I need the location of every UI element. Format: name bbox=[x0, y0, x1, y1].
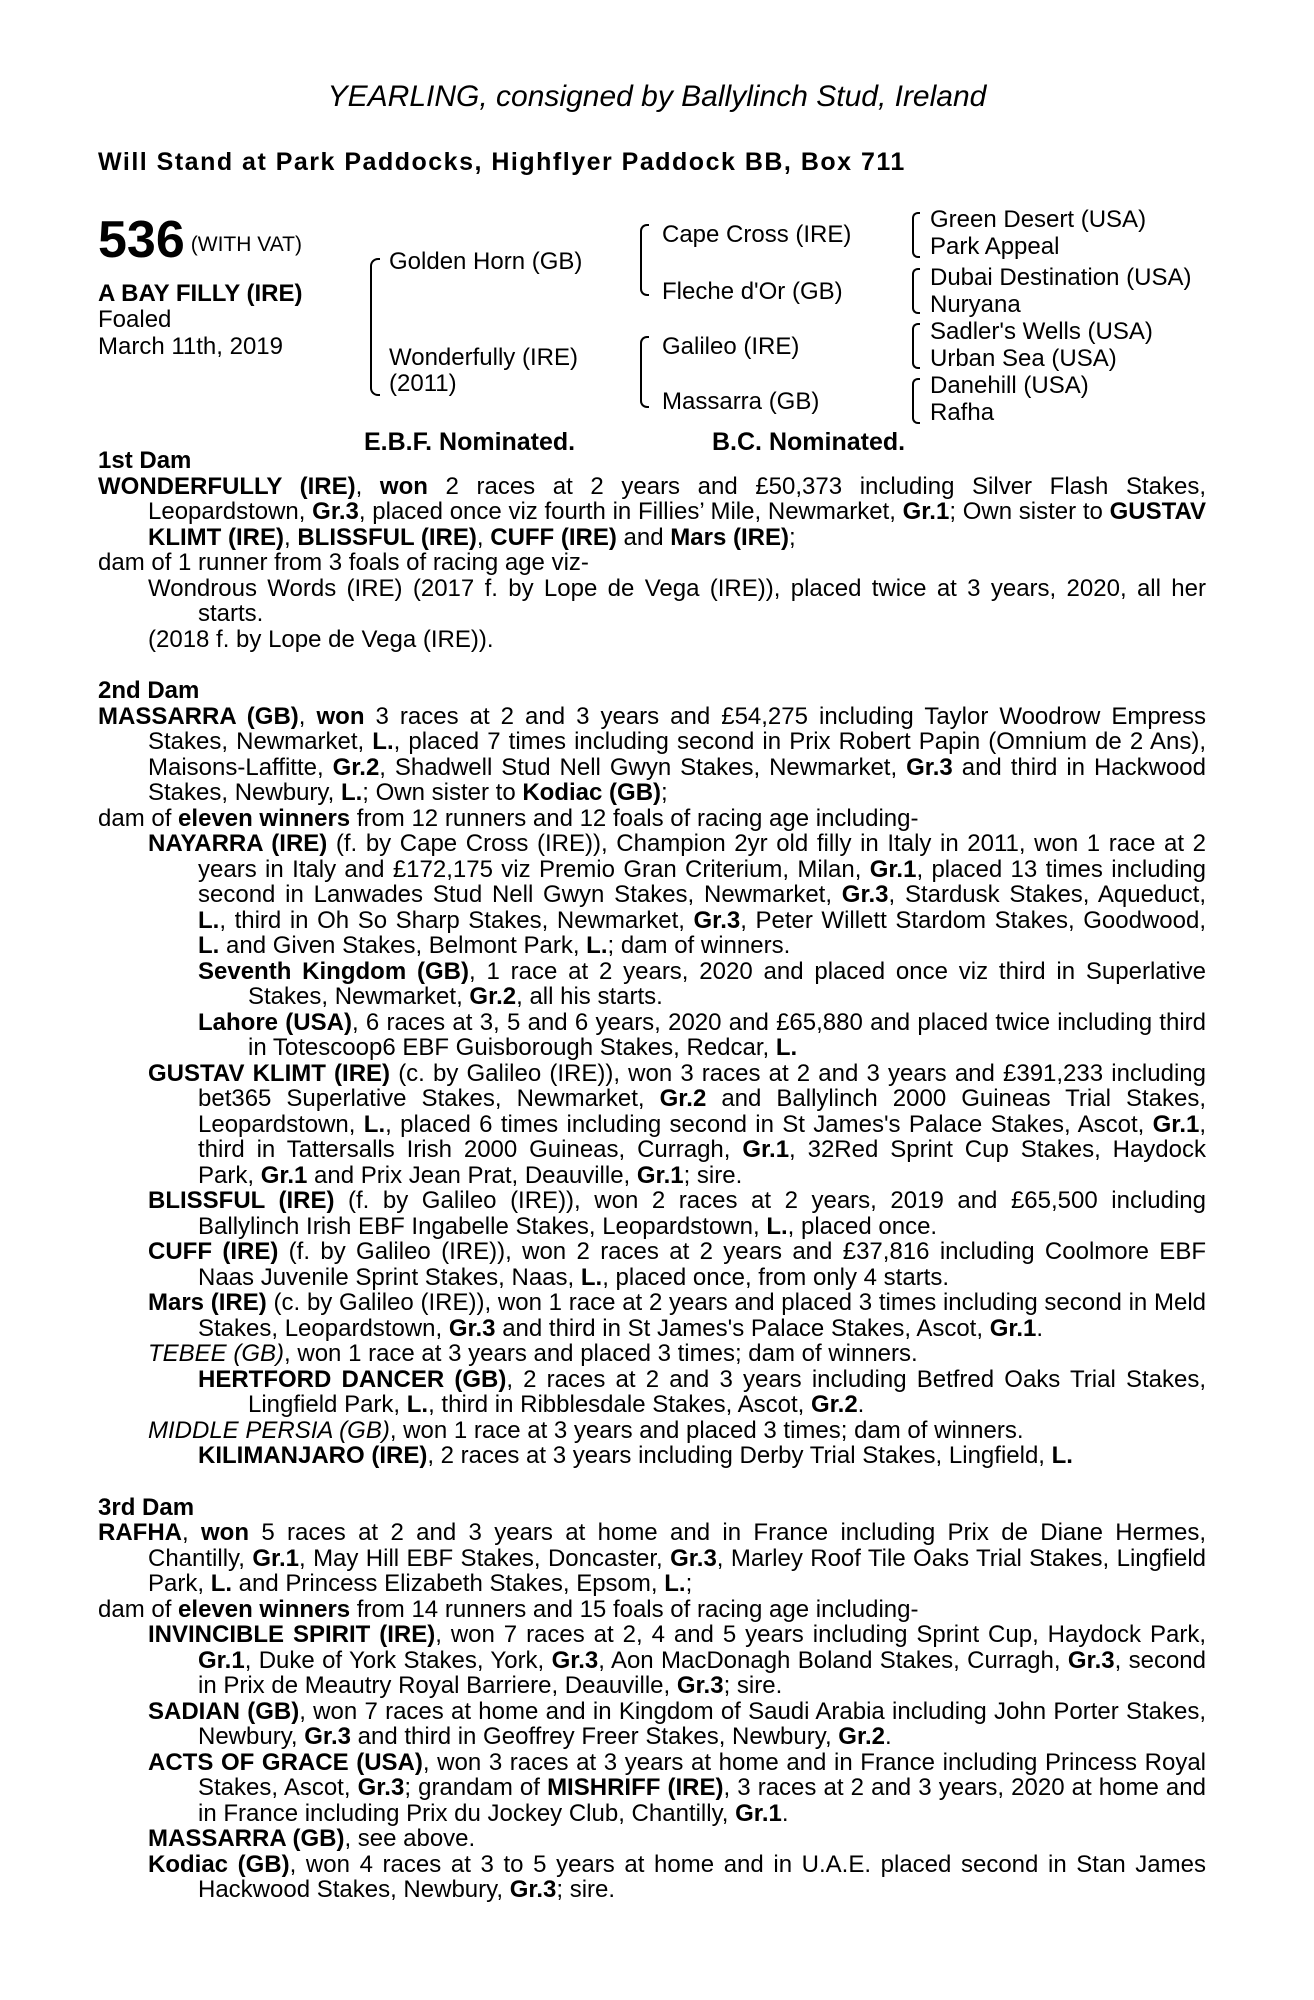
produce-gustav-klimt: GUSTAV KLIMT (IRE) (c. by Galileo (IRE)), won 3 races at 2 and 3 years and £391,233 including bet365 Superlative Stakes, Newmarket, Gr.2 and Ballylinch 2000 Guineas Trial Stakes, Leopardstown, L., placed 6 times including second in St James's Palace Stakes, Ascot, Gr.1, third in Tattersalls Irish 2000 Guineas, Curragh, Gr.1, 32Red Sprint Cup Stakes, Haydock Park, Gr.1 and Prix Jean Prat, Deauville, Gr.1; sire. bbox=[148, 1059, 1207, 1189]
pedigree-g1: Green Desert (USA) bbox=[930, 206, 1147, 233]
produce-massarra: MASSARRA (GB), see above. bbox=[148, 1825, 476, 1852]
second-dam-heading: 2nd Dam bbox=[98, 677, 200, 704]
g-brace-3 bbox=[912, 323, 920, 369]
g-brace-2 bbox=[912, 268, 920, 314]
produce-seventh-kingdom: Seventh Kingdom (GB), 1 race at 2 years, 2020 and placed once viz third in Superlative Stakes, Newmarket, Gr.2, all his starts. bbox=[198, 957, 1206, 1010]
g-brace-1 bbox=[912, 212, 920, 258]
sire-dam-brace bbox=[370, 258, 380, 396]
produce-invincible-spirit: INVINCIBLE SPIRIT (IRE), won 7 races at 2, 4 and 5 years including Sprint Cup, Haydock Park, Gr.1, Duke of York Stakes, York, Gr.3, Aon MacDonagh Boland Stakes, Curragh, Gr.3, second in Prix de Meautry Royal Barriere, Deauville, Gr.3; sire. bbox=[148, 1621, 1206, 1699]
produce-mars: Mars (IRE) (c. by Galileo (IRE)), won 1 race at 2 years and placed 3 times including second in Meld Stakes, Leopardstown, Gr.3 and third in St James's Palace Stakes, Ascot, Gr.1. bbox=[148, 1289, 1207, 1342]
produce-cuff: CUFF (IRE) (f. by Galileo (IRE)), won 2 races at 2 years and £37,816 including Coolmore EBF Naas Juvenile Sprint Stakes, Naas, L., placed once, from only 4 starts. bbox=[148, 1238, 1206, 1291]
first-dam-foal-2018: (2018 f. by Lope de Vega (IRE)). bbox=[148, 625, 494, 653]
bc-nominated: B.C. Nominated. bbox=[712, 428, 906, 456]
first-dam-record: WONDERFULLY (IRE), won 2 races at 2 years and £50,373 including Silver Flash Stakes, Leopardstown, Gr.3, placed once viz fourth in Fillies’ Mile, Newmarket, Gr.1; Own sister to GUSTAV KLIMT (IRE), BLISSFUL (IRE), CUFF (IRE) and Mars (IRE); bbox=[98, 472, 1207, 551]
produce-acts-of-grace: ACTS OF GRACE (USA), won 3 races at 3 years at home and in France including Princess Royal Stakes, Ascot, Gr.3; grandam of MISHRIFF (IRE), 3 races at 2 and 3 years, 2020 at home and in France including Prix du Jockey Club, Chantilly, Gr.1. bbox=[148, 1748, 1206, 1827]
lot-number-value: 536 bbox=[98, 211, 185, 269]
first-dam-produce-summary: dam of 1 runner from 3 foals of racing age viz- bbox=[98, 549, 589, 576]
pedigree-sire: Golden Horn (GB) bbox=[389, 248, 583, 275]
first-dam-foal-2017: Wondrous Words (IRE) (2017 f. by Lope de Vega (IRE)), placed twice at 3 years, 2020, all her starts. bbox=[148, 574, 1206, 627]
pedigree-g8: Rafha bbox=[930, 399, 995, 426]
vat-note: (WITH VAT) bbox=[190, 233, 302, 256]
pedigree-dam-year: (2011) bbox=[389, 370, 457, 397]
lot-name: A BAY FILLY (IRE) bbox=[98, 280, 303, 307]
second-dam-record: MASSARRA (GB), won 3 races at 2 and 3 years and £54,275 including Taylor Woodrow Empress Stakes, Newmarket, L., placed 7 times including second in Prix Robert Papin (Omnium de 2 Ans), Maisons-Laffitte, Gr.2, Shadwell Stud Nell Gwyn Stakes, Newmarket, Gr.3 and third in Hackwood Stakes, Newbury, L.; Own sister to Kodiac (GB); bbox=[98, 702, 1207, 806]
pedigree-dam-sire: Galileo (IRE) bbox=[662, 333, 800, 360]
consignment-line: YEARLING, consigned by Ballylinch Stud, Ireland bbox=[327, 80, 987, 113]
first-dam-heading: 1st Dam bbox=[98, 447, 192, 474]
produce-middle-persia: MIDDLE PERSIA (GB), won 1 race at 3 years and placed 3 times; dam of winners. bbox=[148, 1416, 1024, 1444]
pedigree-dam-dam: Massarra (GB) bbox=[662, 388, 820, 415]
pedigree-g5: Sadler's Wells (USA) bbox=[930, 318, 1153, 345]
produce-blissful: BLISSFUL (IRE) (f. by Galileo (IRE)), won 2 races at 2 years, 2019 and £65,500 including Ballylinch Irish EBF Ingabelle Stakes, Leopardstown, L., placed once. bbox=[148, 1187, 1206, 1240]
foaled-date: March 11th, 2019 bbox=[98, 333, 284, 360]
pedigree-sire-dam: Fleche d'Or (GB) bbox=[662, 278, 843, 305]
produce-nayarra: NAYARRA (IRE) (f. by Cape Cross (IRE)), Champion 2yr old filly in Italy in 2011, won 1 race at 2 years in Italy and £172,175 viz Premio Gran Criterium, Milan, Gr.1, placed 13 times including second in Lanwades Stud Nell Gwyn Stakes, Newmarket, Gr.3, Stardusk Stakes, Aqueduct, L., third in Oh So Sharp Stakes, Newmarket, Gr.3, Peter Willett Stardom Stakes, Goodwood, L. and Given Stakes, Belmont Park, L.; dam of winners. bbox=[148, 830, 1206, 959]
produce-kodiac: Kodiac (GB), won 4 races at 3 to 5 years at home and in U.A.E. placed second in Stan James Hackwood Stakes, Newbury, Gr.3; sire. bbox=[148, 1850, 1206, 1903]
pedigree-g4: Nuryana bbox=[930, 291, 1021, 318]
sire-line-brace bbox=[640, 224, 649, 296]
pedigree-g3: Dubai Destination (USA) bbox=[930, 264, 1192, 291]
third-dam-produce-summary: dam of eleven winners from 14 runners and 15 foals of racing age including- bbox=[98, 1595, 919, 1623]
g-brace-4 bbox=[912, 378, 920, 424]
pedigree-dam: Wonderfully (IRE) bbox=[389, 344, 578, 371]
pedigree-g6: Urban Sea (USA) bbox=[930, 345, 1117, 372]
ebf-nominated: E.B.F. Nominated. bbox=[364, 428, 576, 456]
third-dam-heading: 3rd Dam bbox=[98, 1493, 195, 1521]
dam-line-brace bbox=[640, 336, 649, 408]
foaled-label: Foaled bbox=[98, 306, 172, 333]
second-dam-produce-summary: dam of eleven winners from 12 runners and 12 foals of racing age including- bbox=[98, 804, 919, 832]
pedigree-sire-sire: Cape Cross (IRE) bbox=[662, 221, 852, 248]
produce-lahore: Lahore (USA), 6 races at 3, 5 and 6 years, 2020 and £65,880 and placed twice including third in Totescoop6 EBF Guisborough Stakes, Redcar, L. bbox=[198, 1008, 1206, 1061]
stand-location: Will Stand at Park Paddocks, Highflyer Paddock BB, Box 711 bbox=[98, 148, 906, 176]
produce-tebee: TEBEE (GB), won 1 race at 3 years and placed 3 times; dam of winners. bbox=[148, 1340, 918, 1367]
catalogue-body bbox=[98, 448, 1206, 1903]
pedigree-g7: Danehill (USA) bbox=[930, 372, 1089, 399]
produce-hertford-dancer: HERTFORD DANCER (GB), 2 races at 2 and 3 years including Betfred Oaks Trial Stakes, Lingfield Park, L., third in Ribblesdale Stakes, Ascot, Gr.2. bbox=[198, 1365, 1207, 1418]
pedigree-g2: Park Appeal bbox=[930, 233, 1060, 260]
produce-kilimanjaro: KILIMANJARO (IRE), 2 races at 3 years including Derby Trial Stakes, Lingfield, L. bbox=[198, 1442, 1073, 1469]
lot-number bbox=[98, 210, 302, 270]
third-dam-record: RAFHA, won 5 races at 2 and 3 years at home and in France including Prix de Diane Hermes, Chantilly, Gr.1, May Hill EBF Stakes, Doncaster, Gr.3, Marley Roof Tile Oaks Trial Stakes, Lingfield Park, L. and Princess Elizabeth Stakes, Epsom, L.; bbox=[98, 1519, 1206, 1597]
produce-sadian: SADIAN (GB), won 7 races at home and in Kingdom of Saudi Arabia including John Porter Stakes, Newbury, Gr.3 and third in Geoffrey Freer Stakes, Newbury, Gr.2. bbox=[148, 1697, 1206, 1750]
